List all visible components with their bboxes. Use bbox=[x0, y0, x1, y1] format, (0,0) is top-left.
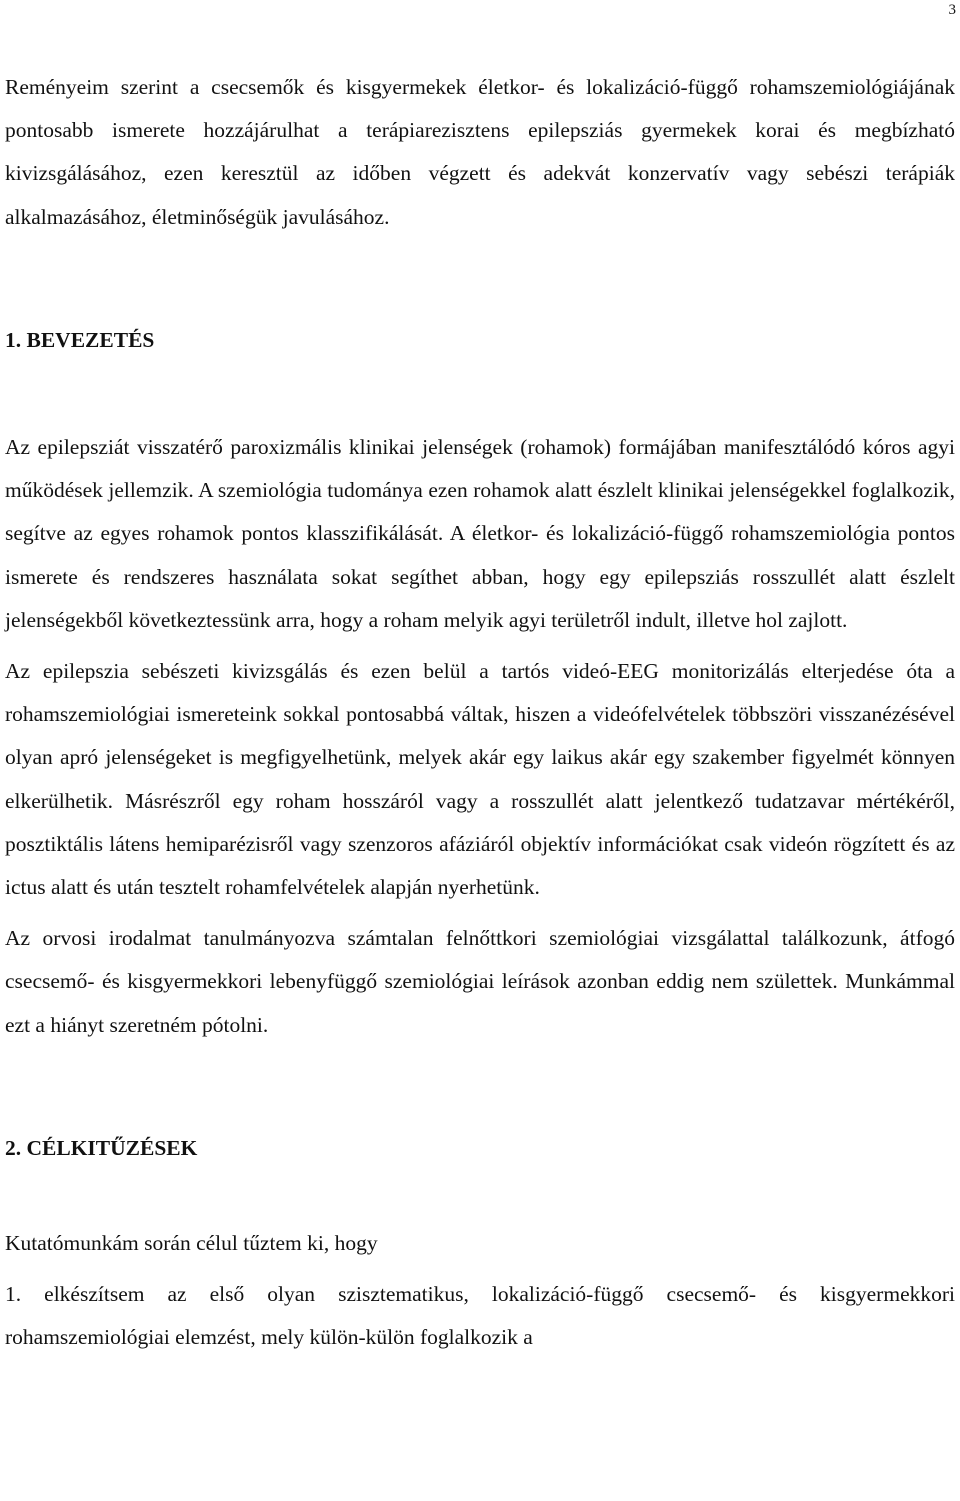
objectives-item-1: 1. elkészítsem az első olyan szisztematikus, lokalizáció-függő csecsemő- és kisgyermekkori rohamszemiológiai elemzést, mely külön-külön foglalkozik a bbox=[5, 1282, 955, 1350]
spacer bbox=[5, 1170, 955, 1222]
objectives-lead: Kutatómunkám során célul tűztem ki, hogy bbox=[5, 1231, 378, 1256]
introduction-paragraph-1: Az epilepsziát visszatérő paroxizmális klinikai jelenségek (rohamok) formájában manifesztálódó kóros agyi működések jellemzik. A szemiológia tudománya ezen rohamok alatt észlelt klinikai jelenségekkel foglalkozik, segítve az egyes rohamok pontos klasszifikálását. A életkor- és lokalizáció-függő rohamszemiológia pontos ismerete és rendszeres használata sokat segíthet abban, hogy egy epilepsziás rosszullét alatt észlelt jelenségekből következtessünk arra, hogy a roham melyik agyi területről indult, illetve hol zajlott. bbox=[5, 435, 955, 632]
spacer bbox=[5, 239, 955, 319]
introduction-paragraph-3: Az orvosi irodalmat tanulmányozva számtalan felnőttkori szemiológiai vizsgálattal találkozunk, átfogó csecsemő- és kisgyermekkori lebenyfüggő szemiológiai leírások azonban eddig nem születtek. Munkámmal ezt a hiányt szeretném pótolni. bbox=[5, 926, 955, 1037]
section-heading-objectives: 2. CÉLKITŰZÉSEK bbox=[5, 1135, 198, 1160]
spacer bbox=[5, 362, 955, 426]
spacer bbox=[5, 1265, 955, 1273]
section-heading-introduction: 1. BEVEZETÉS bbox=[5, 327, 155, 352]
page-content bbox=[5, 66, 955, 1360]
spacer bbox=[5, 1047, 955, 1127]
introduction-paragraph-2: Az epilepszia sebészeti kivizsgálás és ezen belül a tartós videó-EEG monitorizálás elterjedése óta a rohamszemiológiai ismereteink sokkal pontosabbá váltak, hiszen a videófelvételek többszöri visszanézésével olyan apró jelenségeket is megfigyelhetünk, melyek akár egy laikus akár egy szakember figyelmét könnyen elkerülhetik. Másrészről egy roham hosszáról vagy a rosszullét alatt jelentkező tudatzavar mértékéről, posztiktális látens hemiparézisről vagy szenzoros afáziáról objektív információkat csak videón rögzített és az ictus alatt és után tesztelt rohamfelvételek alapján nyerhetünk. bbox=[5, 659, 955, 900]
spacer bbox=[5, 642, 955, 650]
intro-paragraph: Reményeim szerint a csecsemők és kisgyermekek életkor- és lokalizáció-függő rohamszemiológiájának pontosabb ismerete hozzájárulhat a terápiarezisztens epilepsziás gyermekek korai és megbízható kivizsgálásához, ezen keresztül az időben végzett és adekvát konzervatív vagy sebészi terápiák alkalmazásához, életminőségük javulásához. bbox=[5, 75, 955, 229]
page-number: 3 bbox=[948, 2, 956, 18]
spacer bbox=[5, 909, 955, 917]
